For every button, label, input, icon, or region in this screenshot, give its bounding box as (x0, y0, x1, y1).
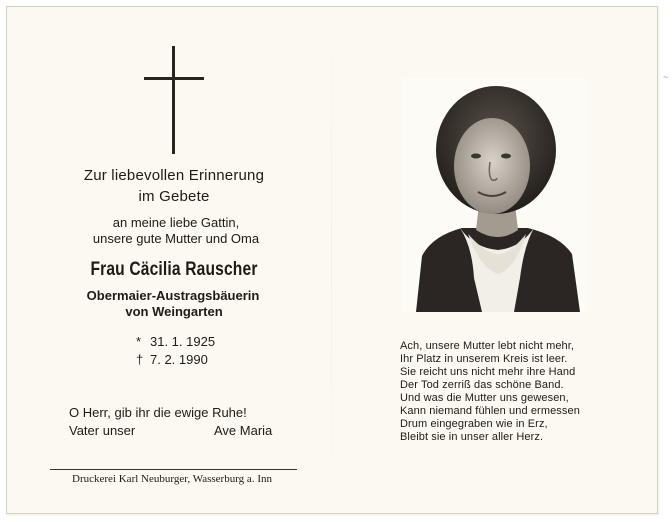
card-fold-line (331, 10, 332, 500)
occupation-line-2: von Weingarten (125, 304, 223, 319)
poem-line-5: Und was die Mutter uns gewesen, (400, 392, 569, 404)
occupation-line-1: Obermaier-Austragsbäuerin (86, 288, 260, 303)
poem-line-6: Kann niemand fühlen und ermessen (400, 405, 580, 417)
death-date: 7. 2. 1990 (150, 352, 208, 367)
birth-date: 31. 1. 1925 (150, 334, 216, 349)
printer-imprint: Druckerei Karl Neuburger, Wasserburg a. Inn (72, 473, 272, 485)
poem-line-2: Ihr Platz in unserem Kreis ist leer. (400, 353, 568, 365)
portrait-illustration (402, 78, 588, 312)
heading-line-2: im Gebete (138, 188, 210, 205)
prayer-right: Ave Maria (214, 423, 273, 438)
poem-line-1: Ach, unsere Mutter lebt nicht mehr, (400, 340, 575, 352)
poem-line-3: Sie reicht uns nicht mehr ihre Hand (400, 366, 576, 378)
divider-rule (50, 469, 297, 470)
prayer-left: Vater unser (69, 423, 136, 438)
deceased-name: Frau Cäcilia Rauscher (90, 259, 258, 280)
heading-line-1: Zur liebevollen Erinnerung (83, 167, 265, 184)
death-symbol: † (136, 352, 144, 367)
poem-line-4: Der Tod zerriß das schöne Band. (400, 379, 564, 391)
birth-date-row (136, 334, 215, 349)
death-date-row (136, 352, 208, 367)
dedication-line-2: unsere gute Mutter und Oma (92, 231, 260, 246)
poem-line-8: Bleibt sie in unser aller Herz. (400, 431, 544, 443)
poem-line-7: Drum eingegraben wie in Erz, (400, 418, 548, 430)
prayer-line: O Herr, gib ihr die ewige Ruhe! (69, 405, 247, 420)
birth-symbol: * (136, 334, 142, 349)
cross-icon (144, 46, 204, 154)
edge-mark: ~ (663, 72, 669, 82)
dedication-line-1: an meine liebe Gattin, (112, 215, 240, 230)
portrait-photo (402, 78, 588, 312)
